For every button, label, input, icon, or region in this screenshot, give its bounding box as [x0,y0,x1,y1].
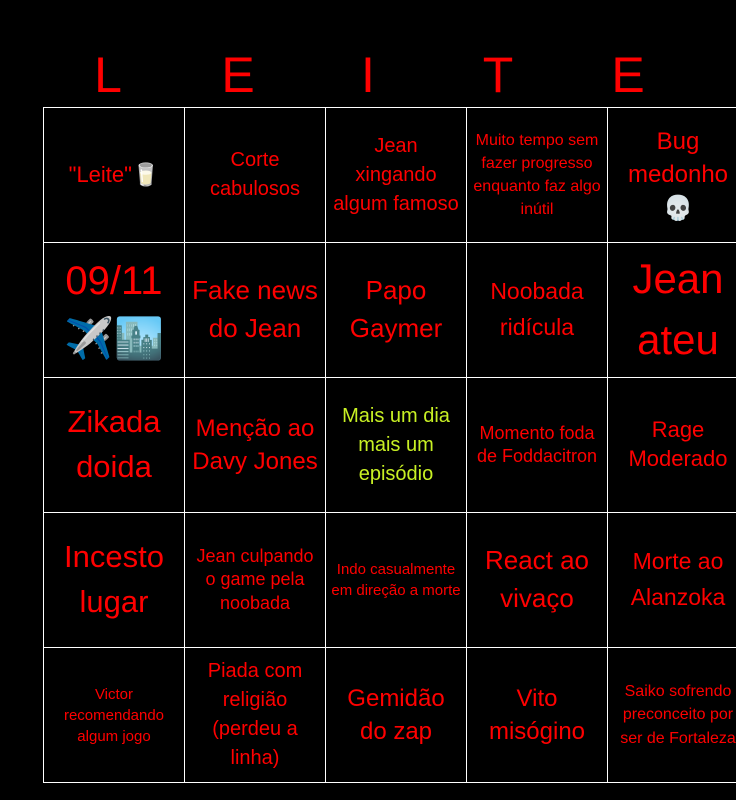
bingo-cell[interactable] [185,243,326,378]
bingo-grid [43,107,736,783]
bingo-cell[interactable] [608,378,736,513]
bingo-cell[interactable] [467,243,608,378]
cell-text: Saiko sofrendo preconceito por ser de Fortaleza [620,683,736,747]
cell-text: Morte ao Alanzoka [630,548,726,610]
cell-text: Piada com religião (perdeu a linha) [207,660,303,769]
header-letter-e2: E [611,47,645,103]
bingo-row [44,648,736,783]
cell-text: Momento foda de Foddacitron [476,422,598,466]
header-letter-e: E [221,47,255,103]
bingo-cell[interactable] [185,378,326,513]
cell-text: Rage Moderado [628,417,728,471]
bingo-cell[interactable] [467,513,608,648]
cell-text: 09/11 ✈️🏙️ [64,259,164,361]
cell-text: Jean ateu [632,255,724,363]
bingo-cell[interactable] [326,648,467,783]
bingo-cell[interactable] [44,378,185,513]
bingo-cell[interactable] [185,108,326,243]
cell-text: Mais um dia mais um episódio [342,404,450,485]
bingo-row [44,378,736,513]
cell-text: Jean xingando algum famoso [333,134,459,215]
cell-text: Incesto lugar [64,539,164,619]
bingo-header [43,42,693,108]
cell-text: Noobada ridícula [490,278,584,340]
cell-text: Zikada doida [67,404,161,484]
bingo-cell[interactable] [44,243,185,378]
bingo-cell-free[interactable] [326,378,467,513]
bingo-cell[interactable] [467,648,608,783]
bingo-cell[interactable] [44,648,185,783]
bingo-cell[interactable] [608,243,736,378]
cell-text: Jean culpando o game pela noobada [196,545,314,613]
bingo-cell[interactable] [608,513,736,648]
cell-text: Vito misógino [488,684,586,745]
bingo-cell[interactable] [608,108,736,243]
bingo-cell[interactable] [467,108,608,243]
bingo-cell[interactable] [185,648,326,783]
bingo-cell[interactable] [326,513,467,648]
cell-text: Victor recomendando algum jogo [63,685,165,745]
bingo-row [44,108,736,243]
cell-text: "Leite"🥛 [68,161,160,187]
bingo-cell[interactable] [608,648,736,783]
bingo-row [44,243,736,378]
cell-text: Gemidão do zap [347,684,445,745]
header-letter-t: T [482,47,514,103]
header-letter-i: I [361,47,375,103]
cell-text: Corte cabulosos [209,149,301,200]
cell-text: Bug medonho 💀 [627,128,729,222]
bingo-cell[interactable] [44,108,185,243]
cell-text: Muito tempo sem fazer progresso enquanto faz algo inútil [473,131,601,219]
header-letter-l: L [94,47,122,103]
cell-text: React ao vivaço [484,545,590,613]
bingo-cell[interactable] [44,513,185,648]
bingo-cell[interactable] [185,513,326,648]
bingo-cell[interactable] [326,108,467,243]
cell-text: Papo Gaymer [349,275,443,343]
bingo-row [44,513,736,648]
bingo-cell[interactable] [467,378,608,513]
bingo-cell[interactable] [326,243,467,378]
cell-text: Fake news do Jean [192,275,318,343]
cell-text: Indo casualmente em direção a morte [331,561,461,599]
cell-text: Menção ao Davy Jones [192,414,318,475]
